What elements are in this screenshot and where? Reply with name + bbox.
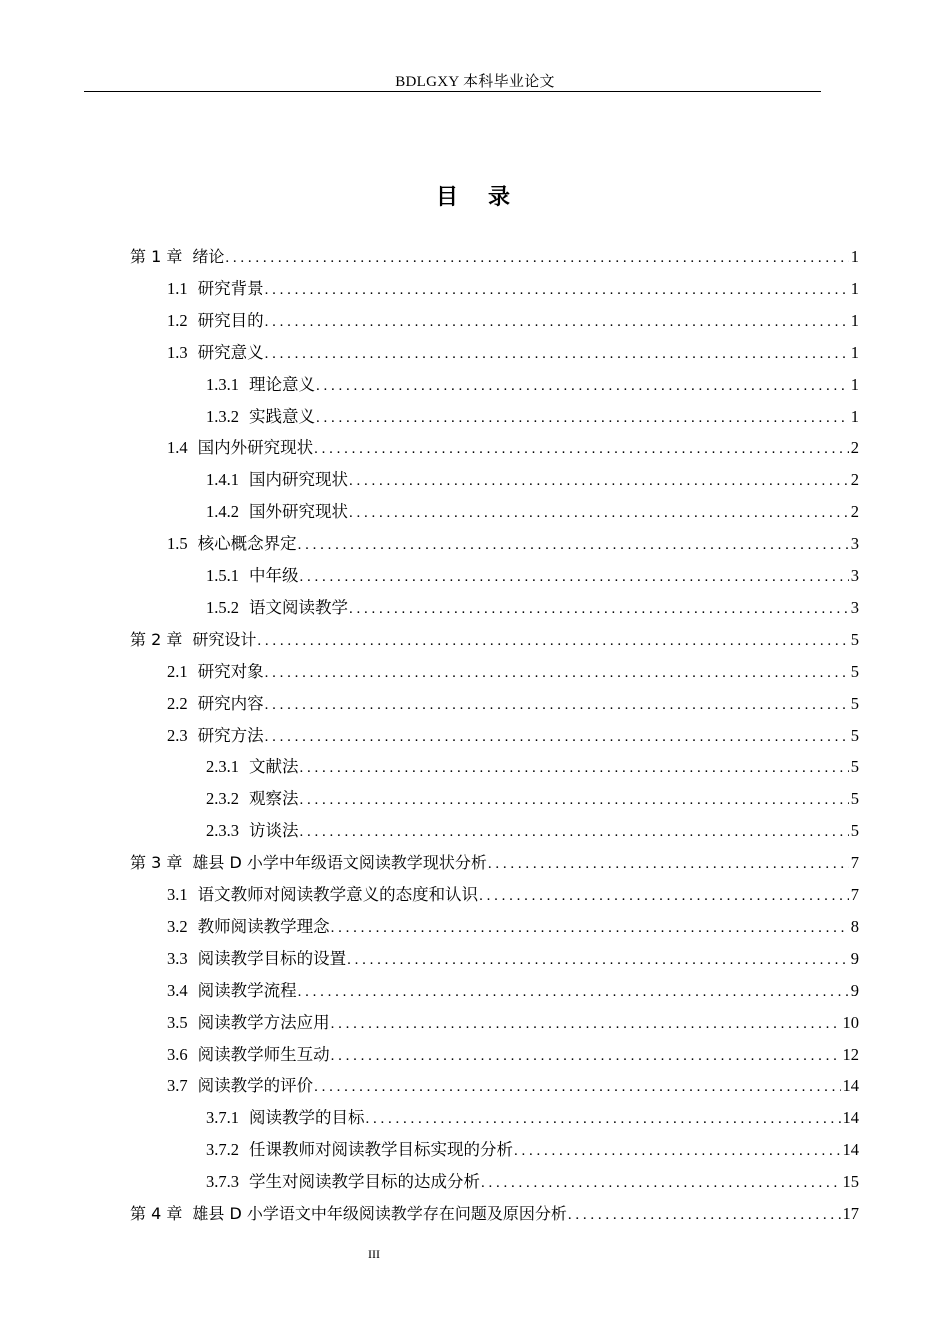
- toc-entry[interactable]: [167, 338, 859, 368]
- toc-entry-number: 3.1: [167, 885, 188, 904]
- toc-entry-title: 研究背景: [197, 278, 264, 298]
- toc-entry-page: 8: [850, 916, 859, 936]
- toc-entry-number: 3.7: [167, 1076, 188, 1096]
- toc-entry-page: 1: [850, 247, 859, 266]
- toc-entry[interactable]: [130, 848, 859, 878]
- toc-entry-page: 5: [850, 693, 859, 713]
- toc-entry-number: 1.2: [167, 310, 188, 330]
- toc-entry[interactable]: [167, 433, 859, 463]
- toc-dot-leader: [257, 626, 848, 656]
- toc-dot-leader: [300, 753, 849, 783]
- toc-dot-leader: [314, 1072, 840, 1102]
- toc-entry-page: 3: [850, 597, 859, 617]
- toc-entry-title: 阅读教学目标的设置: [197, 948, 347, 968]
- toc-entry-title: 教师阅读教学理念: [197, 916, 330, 936]
- running-header: BDLGXY 本科毕业论文: [395, 74, 555, 90]
- toc-entry[interactable]: [167, 529, 859, 559]
- toc-entry-page: 7: [850, 853, 859, 873]
- toc-entry[interactable]: [206, 593, 859, 623]
- toc-dot-leader: [300, 785, 849, 815]
- toc-dot-leader: [479, 881, 849, 911]
- toc-title: 目 录: [435, 185, 514, 210]
- toc-entry[interactable]: [206, 1167, 859, 1197]
- toc-entry-page: 1: [850, 278, 859, 298]
- toc-entry-title: 阅读教学的目标: [249, 1108, 365, 1128]
- toc-dot-leader: [568, 1200, 841, 1230]
- toc-dot-leader: [265, 307, 849, 337]
- toc-entry-title: 访谈法: [249, 821, 299, 841]
- toc-dot-leader: [349, 466, 849, 496]
- toc-entry[interactable]: [167, 880, 859, 910]
- toc-entry-title: 阅读教学方法应用: [197, 1012, 330, 1032]
- toc-entry-number: 3.7.1: [206, 1108, 239, 1128]
- toc-entry-number: 第 4 章: [130, 1204, 183, 1223]
- toc-dot-leader: [265, 275, 849, 305]
- toc-dot-leader: [481, 1168, 841, 1198]
- toc-entry-page: 1: [850, 310, 859, 330]
- toc-entry-title: 绪论: [192, 247, 225, 266]
- toc-dot-leader: [265, 690, 849, 720]
- toc-entry-title: 研究对象: [197, 661, 264, 681]
- toc-entry-page: 1: [850, 374, 859, 394]
- toc-entry-page: 17: [842, 1204, 859, 1223]
- toc-dot-leader: [265, 722, 849, 752]
- toc-entry-number: 1.4: [167, 438, 188, 458]
- toc-dot-leader: [331, 1041, 841, 1071]
- toc-dot-leader: [347, 945, 849, 975]
- toc-entry-title: 语文教师对阅读教学意义的态度和认识: [197, 885, 479, 904]
- toc-entry[interactable]: [167, 306, 859, 336]
- toc-entry-page: 5: [850, 661, 859, 681]
- toc-entry-title: 阅读教学流程: [197, 980, 297, 1000]
- toc-entry-page: 12: [842, 1044, 859, 1064]
- toc-entry-number: 第 2 章: [130, 629, 183, 649]
- toc-entry-page: 7: [850, 885, 859, 904]
- toc-dot-leader: [298, 977, 849, 1007]
- toc-dot-leader: [300, 562, 849, 592]
- toc-dot-leader: [316, 403, 849, 433]
- toc-entry-title: 学生对阅读教学目标的达成分析: [249, 1172, 480, 1192]
- toc-entry-title: 观察法: [249, 789, 299, 809]
- toc-entry-number: 1.3.2: [206, 406, 239, 426]
- toc-entry-page: 2: [850, 470, 859, 490]
- toc-entry[interactable]: [167, 1071, 859, 1101]
- toc-entry-title: 阅读教学师生互动: [197, 1044, 330, 1064]
- toc-entry-title: 研究意义: [197, 342, 264, 362]
- toc-dot-leader: [514, 1136, 841, 1166]
- toc-entry[interactable]: [130, 625, 859, 655]
- toc-entry[interactable]: [167, 912, 859, 942]
- toc-entry-title: 阅读教学的评价: [197, 1076, 314, 1096]
- toc-entry[interactable]: [206, 465, 859, 495]
- toc-entry-number: 2.1: [167, 661, 188, 681]
- toc-entry-number: 3.7.3: [206, 1172, 239, 1192]
- toc-entry[interactable]: [206, 1135, 859, 1165]
- toc-entry-page: 14: [842, 1140, 859, 1160]
- toc-entry[interactable]: [167, 657, 859, 687]
- toc-entry[interactable]: [167, 1008, 859, 1038]
- toc-entry[interactable]: [167, 976, 859, 1006]
- toc-entry-title: 国内研究现状: [249, 470, 348, 490]
- toc-entry-title: 研究设计: [192, 629, 257, 649]
- toc-entry-number: 1.4.1: [206, 470, 239, 490]
- toc-entry-page: 5: [850, 789, 859, 809]
- toc-dot-leader: [366, 1104, 841, 1134]
- toc-entry[interactable]: [206, 1103, 859, 1133]
- toc-entry-number: 3.2: [167, 916, 188, 936]
- toc-entry[interactable]: [167, 689, 859, 719]
- toc-dot-leader: [331, 913, 849, 943]
- toc-dot-leader: [314, 434, 849, 464]
- toc-dot-leader: [316, 371, 849, 401]
- toc-dot-leader: [298, 530, 849, 560]
- toc-entry-page: 5: [850, 821, 859, 841]
- toc-entry-page: 9: [850, 980, 859, 1000]
- toc-entry-number: 2.3: [167, 725, 188, 745]
- toc-entry[interactable]: [167, 944, 859, 974]
- toc-entry-title: 研究方法: [197, 725, 264, 745]
- toc-entry-number: 1.5.1: [206, 566, 239, 585]
- toc-entry-page: 15: [842, 1172, 859, 1192]
- toc-entry[interactable]: [167, 1040, 859, 1070]
- toc-entry[interactable]: [167, 274, 859, 304]
- toc-dot-leader: [300, 817, 849, 847]
- toc-entry[interactable]: [206, 816, 859, 846]
- toc-entry-page: 9: [850, 948, 859, 968]
- toc-entry-title: 研究目的: [197, 310, 264, 330]
- toc-entry-number: 2.3.2: [206, 789, 239, 809]
- toc-entry-number: 第 3 章: [130, 853, 183, 873]
- toc-entry-page: 14: [842, 1108, 859, 1128]
- toc-entry-number: 2.2: [167, 693, 188, 713]
- toc-entry-title: 中年级: [249, 566, 299, 585]
- toc-entry-title: 雄县 D 小学中年级语文阅读教学现状分析: [192, 853, 487, 873]
- toc-entry-title: 雄县 D 小学语文中年级阅读教学存在问题及原因分析: [192, 1204, 567, 1223]
- toc-entry-number: 3.7.2: [206, 1140, 239, 1160]
- toc-entry-number: 3.4: [167, 980, 188, 1000]
- toc-entry-title: 任课教师对阅读教学目标实现的分析: [249, 1140, 513, 1160]
- toc-dot-leader: [331, 1009, 841, 1039]
- toc-entry-page: 5: [850, 725, 859, 745]
- toc-entry-title: 国内外研究现状: [197, 438, 314, 458]
- toc-entry-page: 1: [850, 342, 859, 362]
- toc-entry-page: 2: [850, 438, 859, 458]
- toc-entry-page: 10: [842, 1012, 859, 1032]
- toc-entry[interactable]: [130, 242, 859, 272]
- toc-entry-page: 2: [850, 502, 859, 522]
- toc-entry[interactable]: [130, 1199, 859, 1229]
- toc-entry-title: 国外研究现状: [249, 502, 348, 522]
- toc-entry-number: 3.5: [167, 1012, 188, 1032]
- toc-entry-number: 1.5.2: [206, 597, 239, 617]
- toc-dot-leader: [488, 849, 849, 879]
- toc-entry-number: 第 1 章: [130, 247, 183, 266]
- toc-entry-title: 文献法: [249, 757, 299, 777]
- toc-entry-title: 研究内容: [197, 693, 264, 713]
- toc-entry-page: 14: [842, 1076, 859, 1096]
- toc-dot-leader: [265, 658, 849, 688]
- toc-entry[interactable]: [206, 752, 859, 782]
- toc-entry-number: 1.5: [167, 534, 188, 554]
- toc-dot-leader: [265, 339, 849, 369]
- toc-entry-number: 1.3.1: [206, 374, 239, 394]
- toc-entry-title: 实践意义: [249, 406, 315, 426]
- toc-entry[interactable]: [206, 784, 859, 814]
- toc-entry-number: 2.3.1: [206, 757, 239, 777]
- toc-entry-page: 5: [850, 629, 859, 649]
- page-number: III: [368, 1247, 380, 1261]
- toc-entry-number: 1.3: [167, 342, 188, 362]
- toc-entry[interactable]: [206, 497, 859, 527]
- toc-entry-title: 语文阅读教学: [249, 597, 348, 617]
- toc-entry[interactable]: [206, 370, 859, 400]
- toc-entry-number: 3.3: [167, 948, 188, 968]
- toc-entry[interactable]: [206, 402, 859, 432]
- toc-dot-leader: [349, 594, 849, 624]
- toc-entry-number: 2.3.3: [206, 821, 239, 841]
- header-rule: [84, 91, 821, 92]
- toc-entry-page: 3: [850, 566, 859, 585]
- toc-entry-page: 5: [850, 757, 859, 777]
- toc-entry-page: 1: [850, 406, 859, 426]
- toc-entry-title: 理论意义: [249, 374, 315, 394]
- toc-entry-title: 核心概念界定: [197, 534, 297, 554]
- toc-entry[interactable]: [206, 561, 859, 591]
- toc-dot-leader: [225, 243, 848, 273]
- toc-entry-number: 3.6: [167, 1044, 188, 1064]
- toc-entry[interactable]: [167, 721, 859, 751]
- toc-dot-leader: [349, 498, 849, 528]
- toc-entry-page: 3: [850, 534, 859, 554]
- toc-entry-number: 1.1: [167, 278, 188, 298]
- toc-entry-number: 1.4.2: [206, 502, 239, 522]
